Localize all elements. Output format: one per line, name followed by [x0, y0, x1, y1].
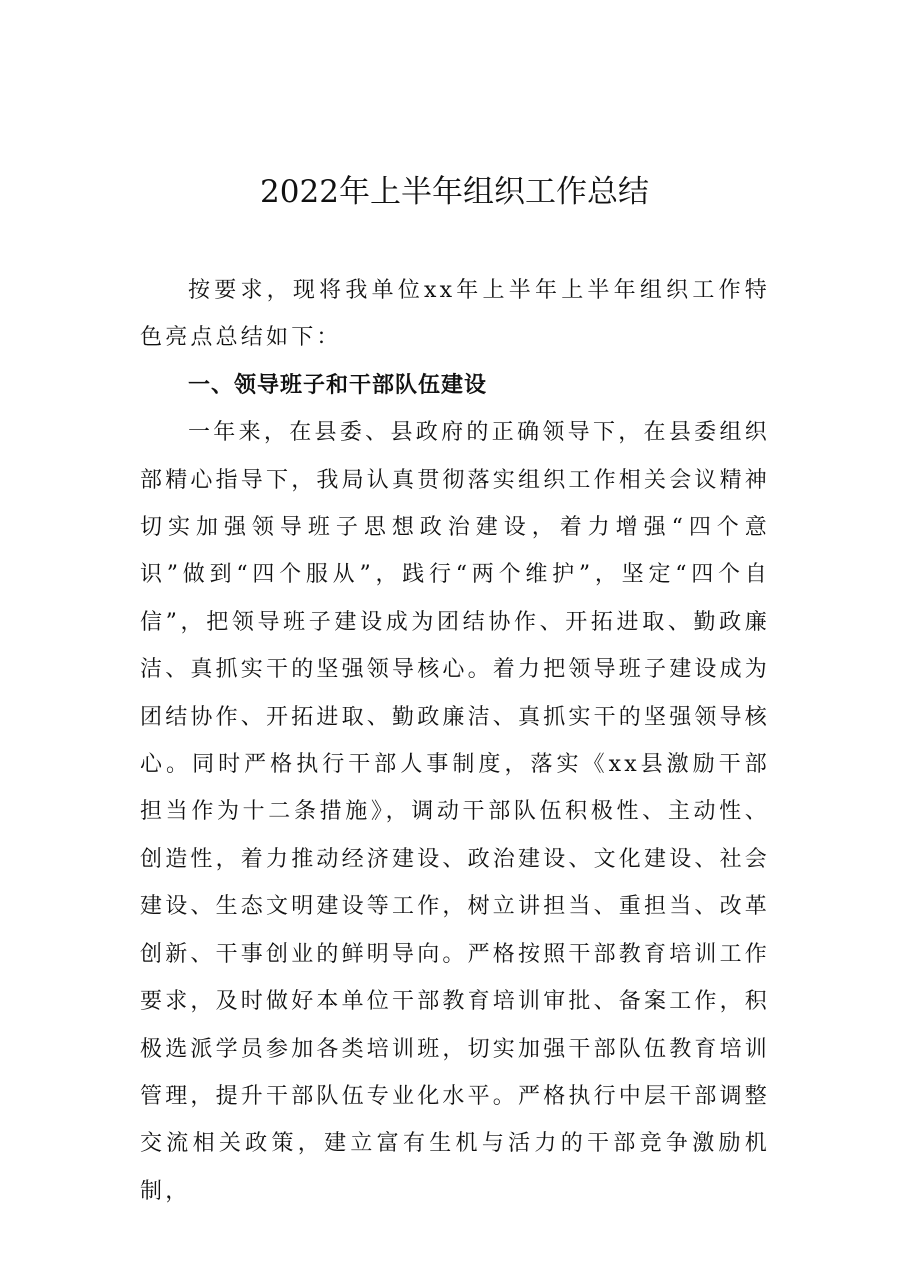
intro-paragraph: 按要求，现将我单位xx年上半年上半年组织工作特色亮点总结如下： [140, 278, 770, 351]
document-body [140, 267, 770, 1215]
section-heading: 一、领导班子和干部队伍建设 [188, 372, 488, 398]
section-paragraph: 一年来，在县委、县政府的正确领导下，在县委组织部精心指导下，我局认真贯彻落实组织工作相关会议精神切实加强领导班子思想政治建设，着力增强“四个意识”做到“四个服从”，践行“两个维护”，坚定“四个自信”，把领导班子建设成为团结协作、开拓进取、勤政廉洁、真抓实干的坚强领导核心。着力把领导班子建设成为团结协作、开拓进取、勤政廉洁、真抓实干的坚强领导核心。同时严格执行干部人事制度，落实《xx县激励干部担当作为十二条措施》，调动干部队伍积极性、主动性、创造性，着力推动经济建设、政治建设、文化建设、社会建设、生态文明建设等工作，树立讲担当、重担当、改革创新、干事创业的鲜明导向。严格按照干部教育培训工作要求，及时做好本单位干部教育培训审批、备案工作，积极选派学员参加各类培训班，切实加强干部队伍教育培训管理，提升干部队伍专业化水平。严格执行中层干部调整交流相关政策，建立富有生机与活力的干部竞争激励机制， [140, 420, 771, 1204]
document-title: 2022年上半年组织工作总结 [260, 174, 649, 210]
